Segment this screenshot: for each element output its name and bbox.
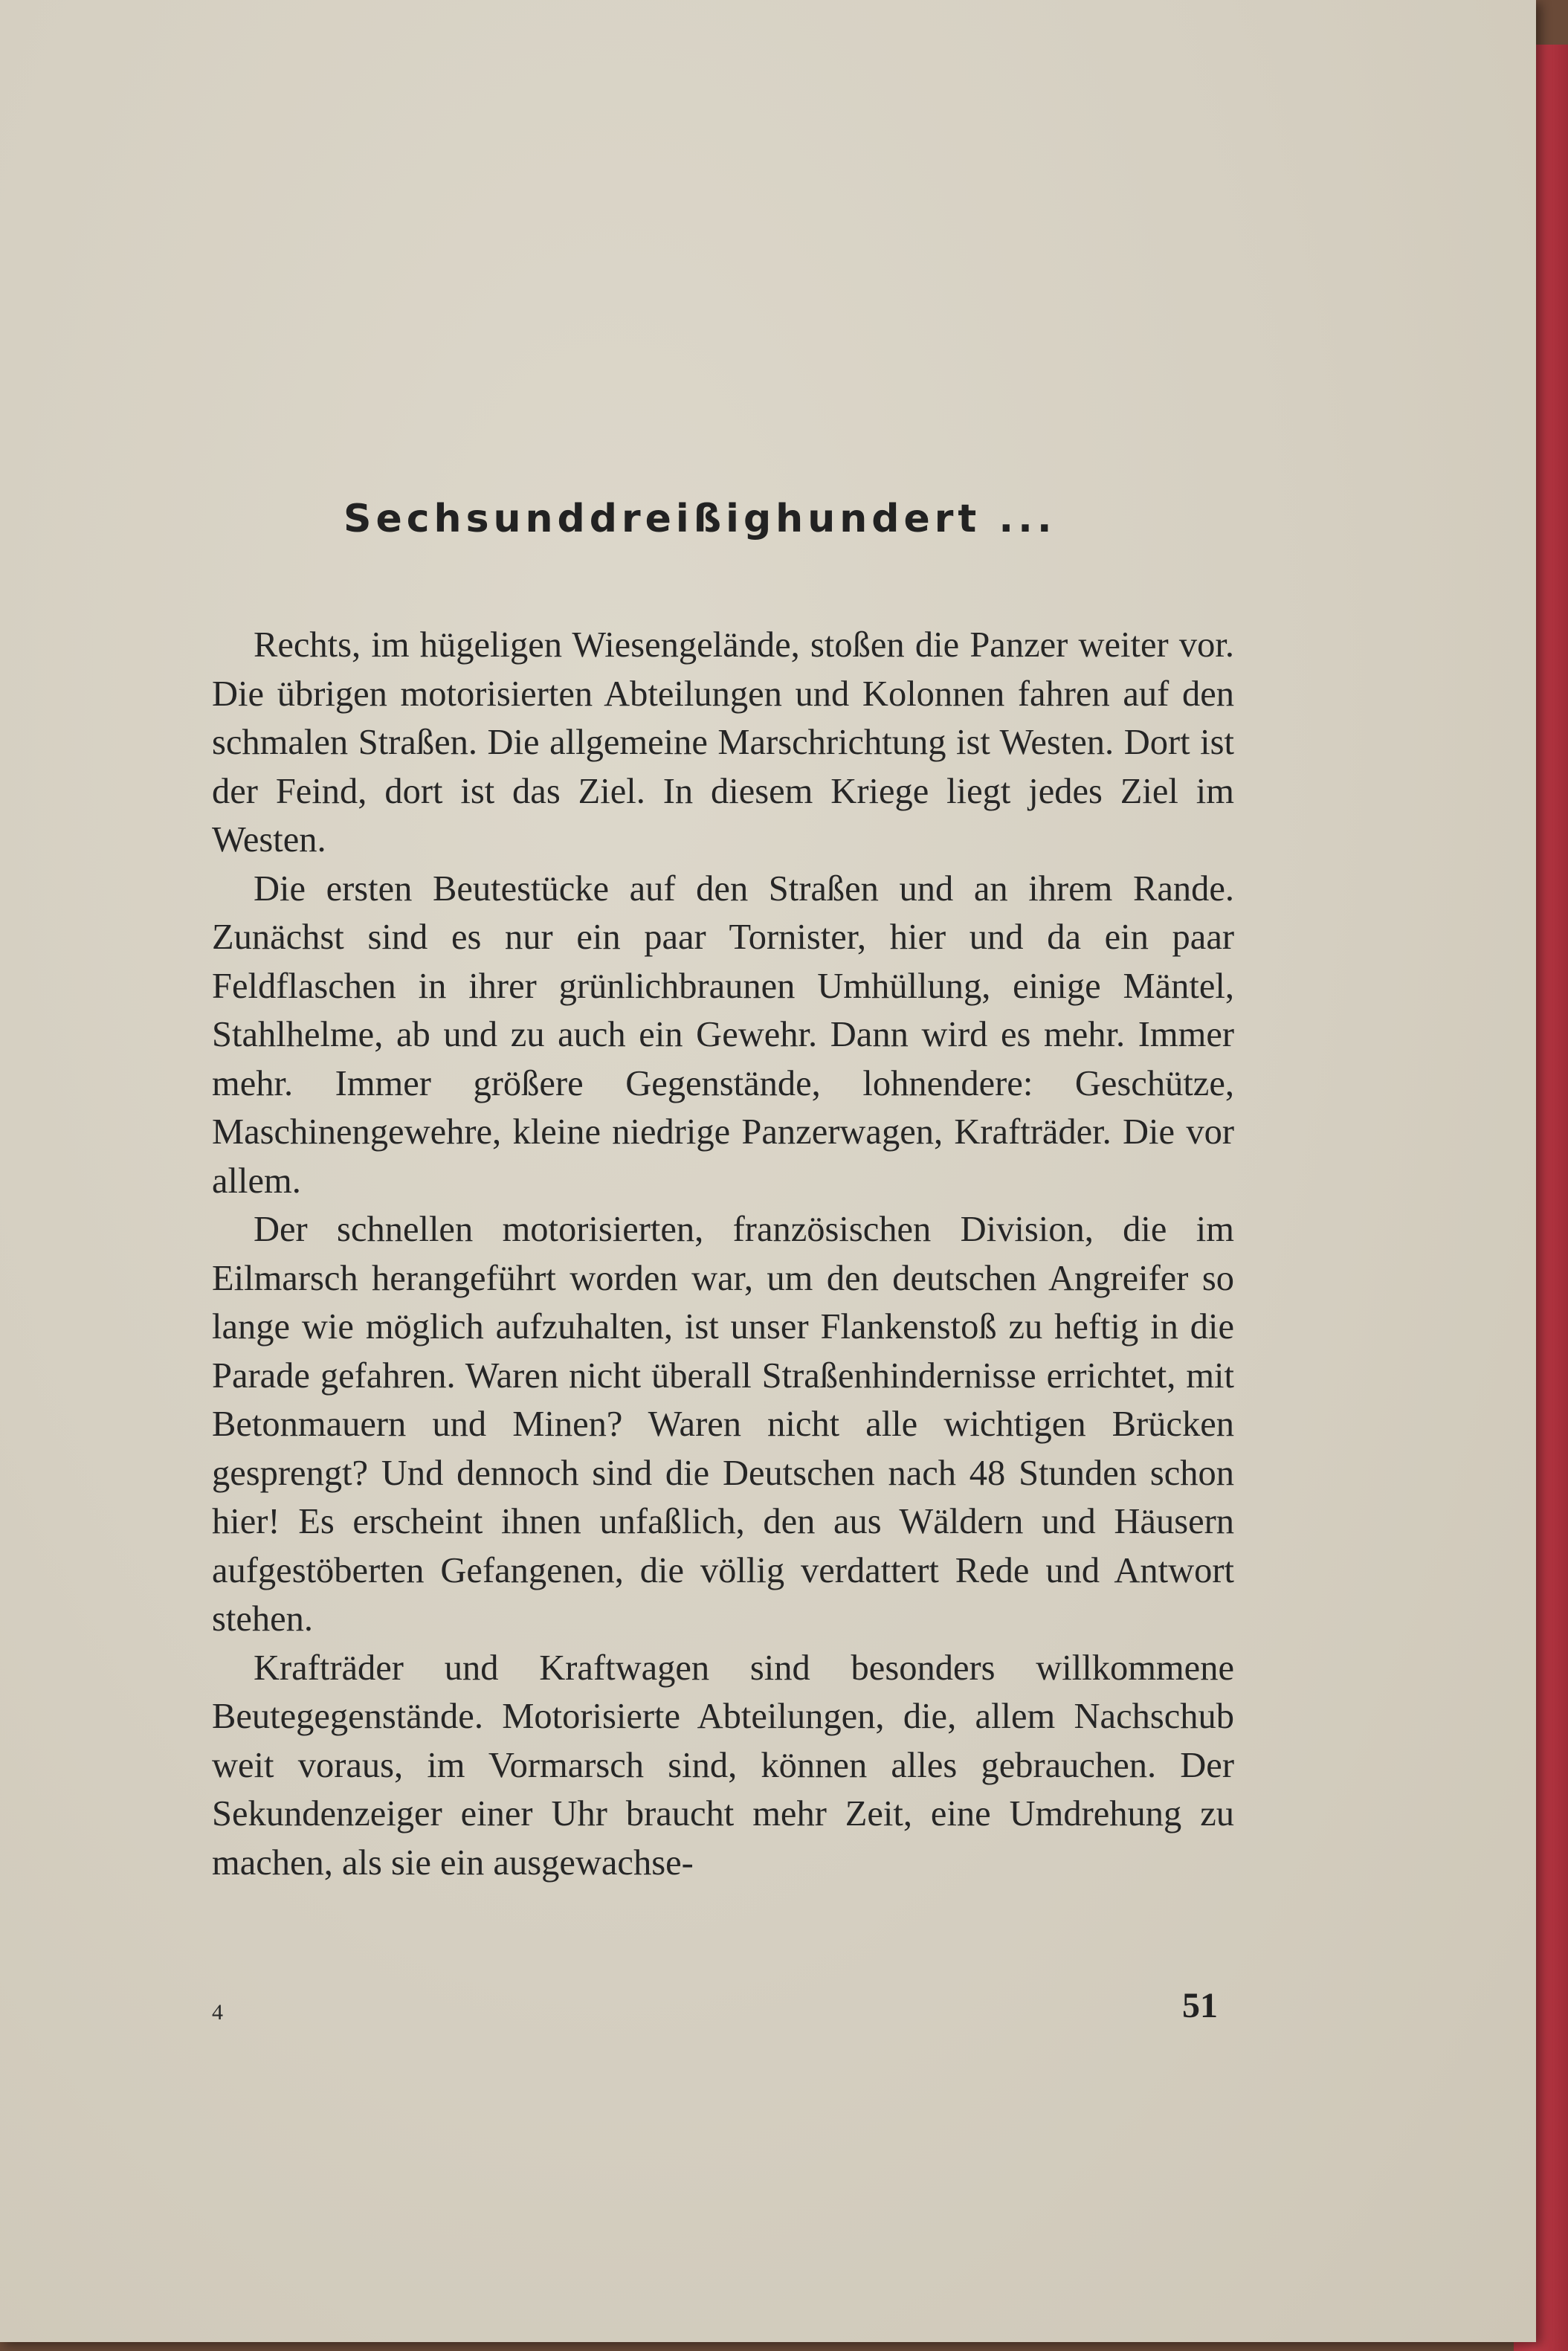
page-number: 51 bbox=[1182, 1986, 1218, 2025]
paragraph-4: Krafträder und Kraftwagen sind besonders willkommene Beutegegenstände. Motorisierte Abteilungen, die, allem Nachschub weit voraus, im Vormarsch sind, können alles gebrauchen. Der Sekundenzeiger einer Uhr braucht mehr Zeit, eine Umdrehung zu machen, als sie ein ausgewachse- bbox=[212, 1648, 1234, 1883]
paragraph-3: Der schnellen motorisierten, französischen Division, die im Eilmarsch herangeführt worden war, um den deutschen Angreifer so lange wie möglich aufzuhalten, ist unser Flankenstoß zu heftig in die Parade gefahren. Waren nicht überall Straßenhindernisse errichtet, mit Betonmauern und Minen? Waren nicht alle wichtigen Brücken gesprengt? Und dennoch sind die Deutschen nach 48 Stunden schon hier! Es erscheint ihnen unfaßlich, den aus Wäldern und Häusern aufgestöberten Gefangenen, die völlig verdattert Rede und Antwort stehen. bbox=[212, 1210, 1234, 1639]
paragraph-1: Rechts, im hügeligen Wiesengelände, stoßen die Panzer weiter vor. Die übrigen motorisierten Abteilungen und Kolonnen fahren auf den schmalen Straßen. Die allgemeine Marschrichtung ist Westen. Dort ist der Feind, dort ist das Ziel. In diesem Kriege liegt jedes Ziel im Westen. bbox=[212, 625, 1234, 860]
paragraph-2: Die ersten Beutestücke auf den Straßen und an ihrem Rande. Zunächst sind es nur ein paar Tornister, hier und da ein paar Feldflaschen in ihrer grünlichbraunen Umhüllung, einige Mäntel, Stahlhelme, ab und zu auch ein Gewehr. Dann wird es mehr. Immer mehr. Immer größere Gegenstände, lohnendere: Geschütze, Maschinengewehre, kleine niedrige Panzerwagen, Krafträder. Die vor allem. bbox=[212, 868, 1234, 1201]
body-text bbox=[212, 621, 1234, 1887]
signature-mark: 4 bbox=[212, 2000, 223, 2025]
chapter-title: Sechsunddreißighundert ... bbox=[343, 497, 1056, 541]
